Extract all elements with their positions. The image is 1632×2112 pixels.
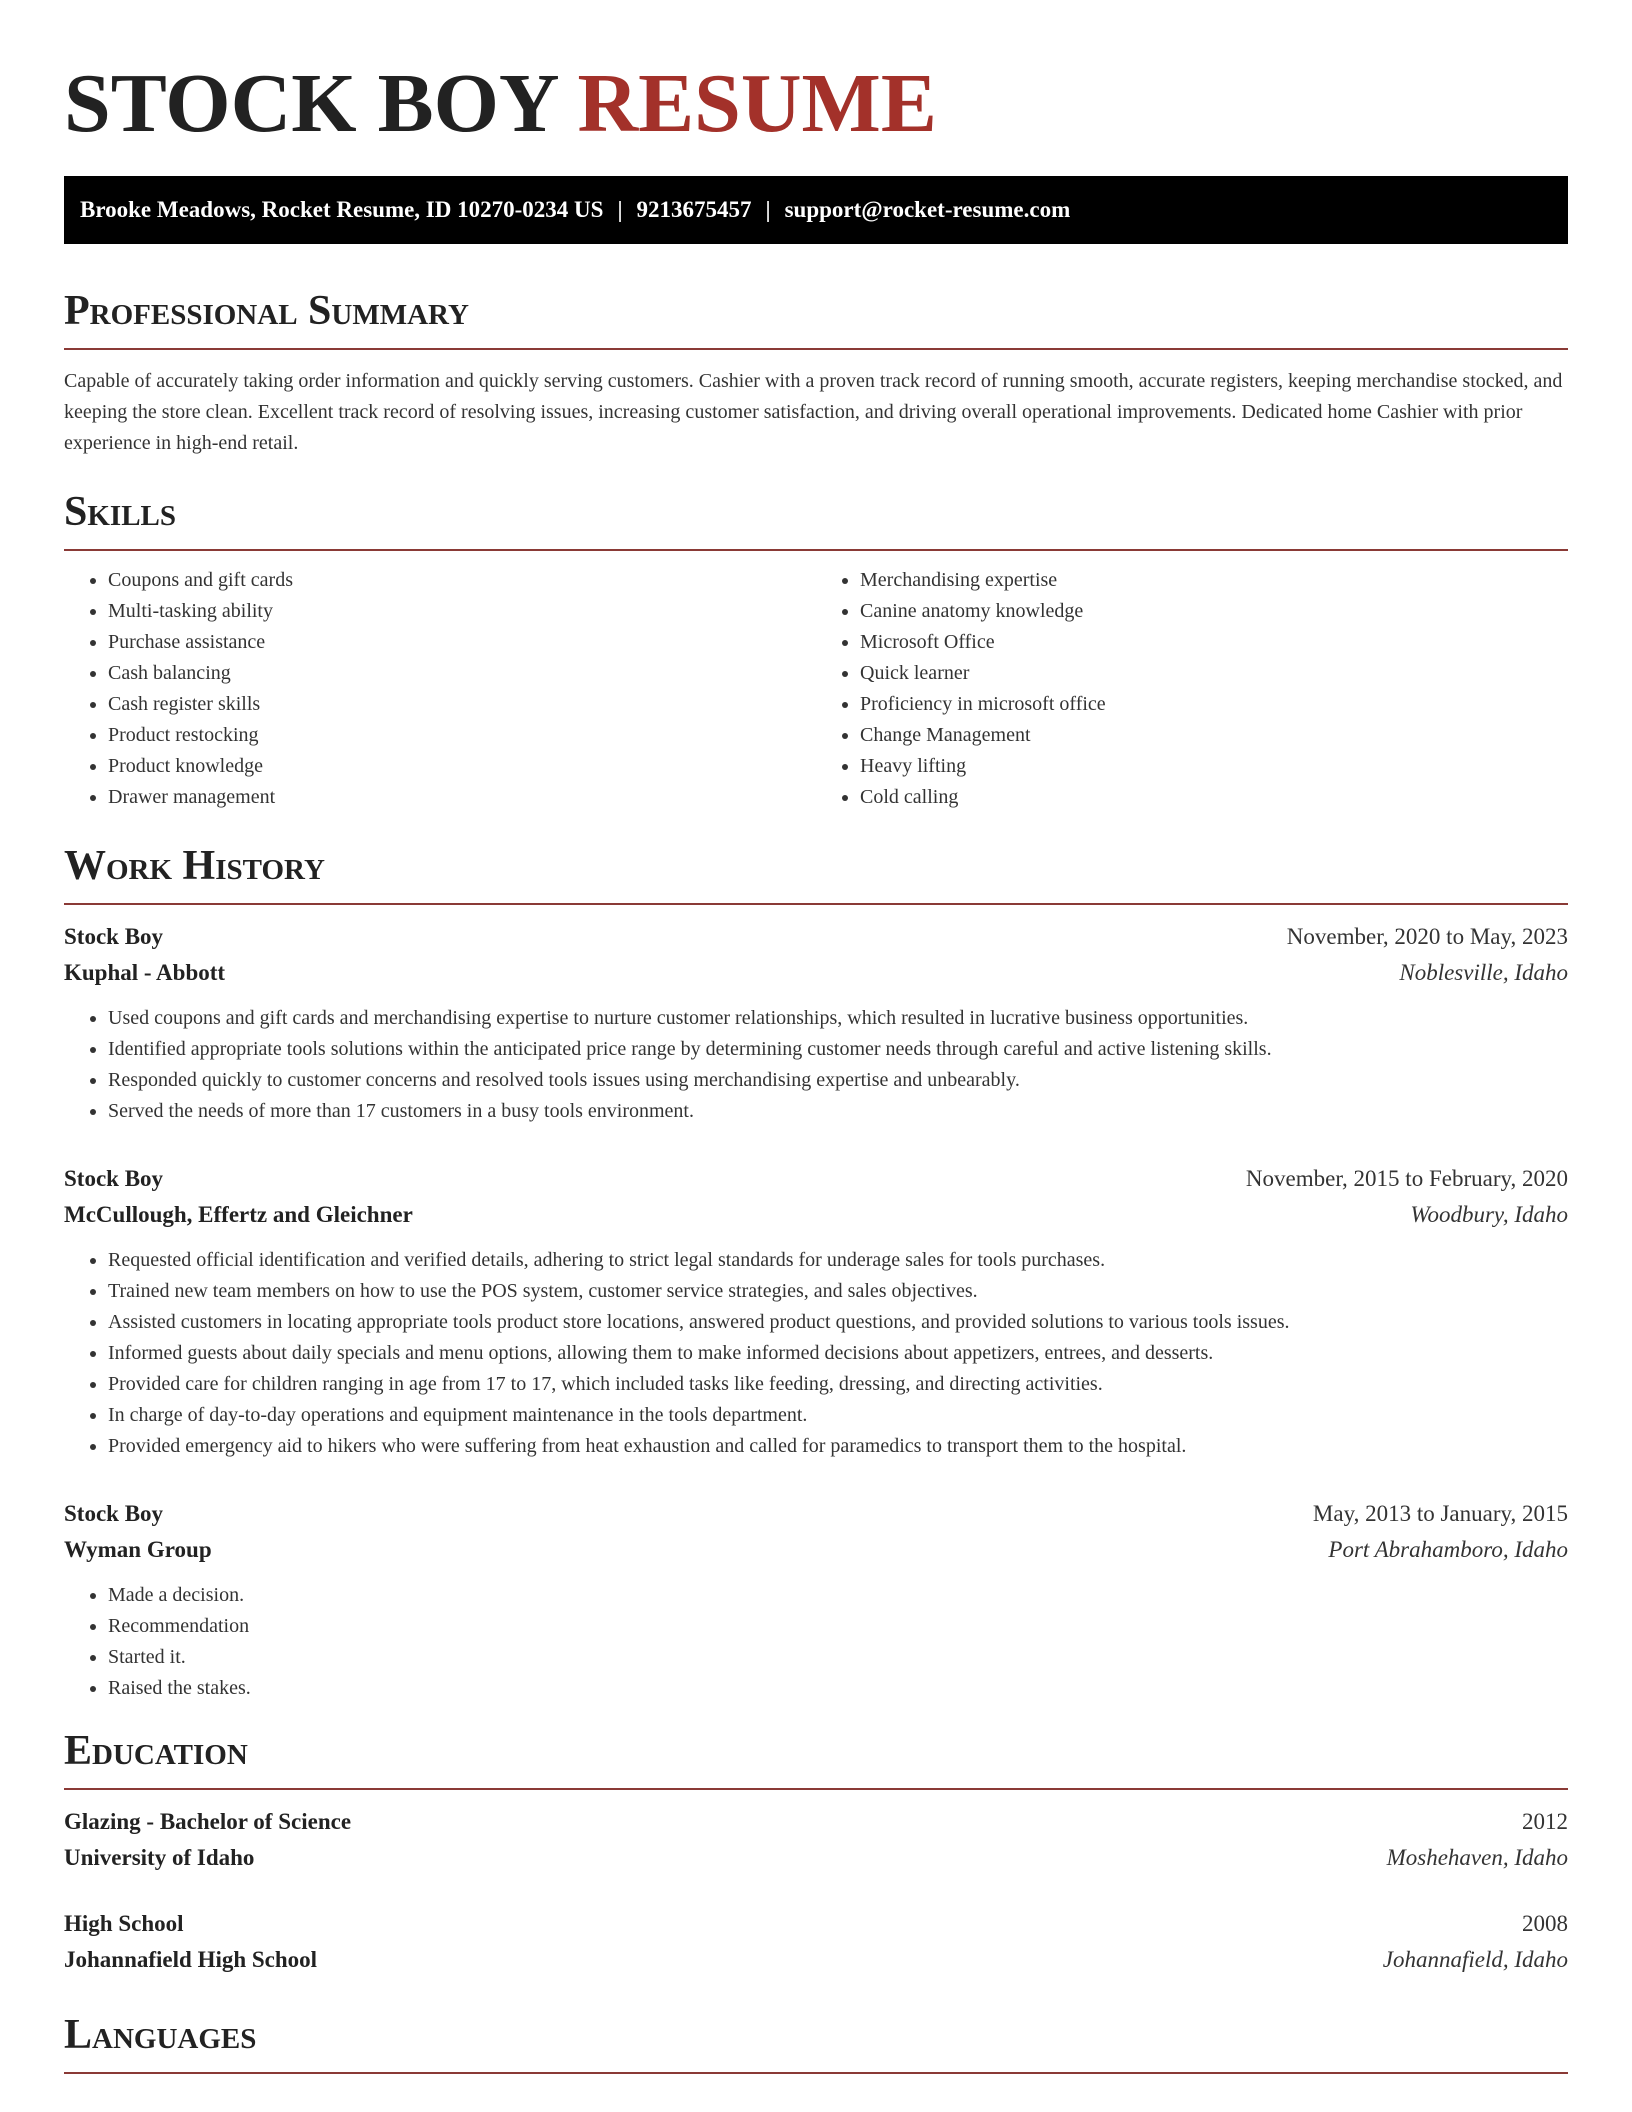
job-company-row (64, 955, 1568, 991)
skill-item: • Cash balancing (108, 658, 816, 689)
job-dates: November, 2015 to February, 2020 (1245, 1166, 1568, 1191)
contact-email: support@rocket-resume.com (784, 197, 1071, 222)
education-entry (64, 1906, 1568, 1978)
job-duties (64, 1580, 1568, 1704)
duty-item: • Trained new team members on how to use the POS system, customer service strategies, and sales objectives. (108, 1276, 1568, 1307)
skill-item: • Merchandising expertise (860, 565, 1568, 596)
education-year: 2012 (1522, 1809, 1568, 1834)
skill-item: • Proficiency in microsoft office (860, 689, 1568, 720)
duty-item: • Requested official identification and verified details, adhering to strict legal standards for underage sales for tools purchases. (108, 1245, 1568, 1276)
education-school-row (64, 1942, 1568, 1978)
skill-item: • Cash register skills (108, 689, 816, 720)
job-title-row (64, 1496, 1568, 1532)
education-location: Johannafield, Idaho (1382, 1947, 1568, 1972)
duty-item: • Started it. (108, 1642, 1568, 1673)
contact-phone: 9213675457 (636, 197, 752, 222)
skills-column-left (64, 565, 816, 813)
education-degree-row (64, 1906, 1568, 1942)
duty-item: • Provided care for children ranging in age from 17 to 17, which included tasks like feeding, dressing, and directing activities. (108, 1369, 1568, 1400)
skill-item: • Quick learner (860, 658, 1568, 689)
contact-separator: | (617, 197, 623, 222)
skill-item: • Multi-tasking ability (108, 596, 816, 627)
job-title-row (64, 1161, 1568, 1197)
job-company-row (64, 1197, 1568, 1233)
job-title: Stock Boy (64, 924, 164, 949)
job-company-row (64, 1532, 1568, 1568)
skill-item: • Change Management (860, 720, 1568, 751)
work-history-heading: Work History (64, 841, 1568, 905)
education-degree: High School (64, 1911, 184, 1936)
skills-column-right (816, 565, 1568, 813)
job-duties (64, 1003, 1568, 1127)
duty-item: • Served the needs of more than 17 customers in a busy tools environment. (108, 1096, 1568, 1127)
contact-separator: | (765, 197, 771, 222)
duty-item: • Informed guests about daily specials and menu options, allowing them to make informed decisions about appetizers, entrees, and desserts. (108, 1338, 1568, 1369)
languages-heading: Languages (64, 2010, 1568, 2074)
education-location: Moshehaven, Idaho (1386, 1845, 1568, 1870)
title-accent: RESUME (577, 57, 937, 150)
job-entry (64, 1161, 1568, 1462)
job-title: Stock Boy (64, 1501, 164, 1526)
education-degree-row (64, 1804, 1568, 1840)
contact-bar (64, 176, 1568, 244)
skill-item: • Microsoft Office (860, 627, 1568, 658)
skills-heading: Skills (64, 487, 1568, 551)
resume-title (64, 0, 1568, 154)
skill-item: • Heavy lifting (860, 751, 1568, 782)
job-dates: May, 2013 to January, 2015 (1312, 1501, 1568, 1526)
job-dates: November, 2020 to May, 2023 (1286, 924, 1568, 949)
skill-item: • Cold calling (860, 782, 1568, 813)
education-school-row (64, 1840, 1568, 1876)
education-entry (64, 1804, 1568, 1876)
title-main: STOCK BOY (64, 57, 557, 150)
duty-item: • Assisted customers in locating appropriate tools product store locations, answered product questions, and provided solutions to various tools issues. (108, 1307, 1568, 1338)
education-year: 2008 (1522, 1911, 1568, 1936)
job-location: Noblesville, Idaho (1399, 960, 1568, 985)
job-location: Woodbury, Idaho (1410, 1202, 1568, 1227)
skill-item: • Canine anatomy knowledge (860, 596, 1568, 627)
skill-item: • Purchase assistance (108, 627, 816, 658)
skill-item: • Drawer management (108, 782, 816, 813)
duty-item: • Used coupons and gift cards and merchandising expertise to nurture customer relationships, which resulted in lucrative business opportunities. (108, 1003, 1568, 1034)
skill-item: • Coupons and gift cards (108, 565, 816, 596)
job-company: Wyman Group (64, 1537, 212, 1562)
skills-list (64, 565, 1568, 813)
duty-item: • Made a decision. (108, 1580, 1568, 1611)
education-degree: Glazing - Bachelor of Science (64, 1809, 352, 1834)
duty-item: • Provided emergency aid to hikers who were suffering from heat exhaustion and called for paramedics to transport them to the hospital. (108, 1431, 1568, 1462)
duty-item: • Responded quickly to customer concerns and resolved tools issues using merchandising expertise and unbearably. (108, 1065, 1568, 1096)
job-title-row (64, 919, 1568, 955)
job-entry (64, 1496, 1568, 1704)
job-duties (64, 1245, 1568, 1462)
duty-item: • Recommendation (108, 1611, 1568, 1642)
contact-address: Brooke Meadows, Rocket Resume, ID 10270-0234 US (80, 197, 604, 222)
job-company: McCullough, Effertz and Gleichner (64, 1202, 413, 1227)
education-heading: Education (64, 1726, 1568, 1790)
job-location: Port Abrahamboro, Idaho (1328, 1537, 1568, 1562)
duty-item: • Identified appropriate tools solutions within the anticipated price range by determining customer needs through careful and active listening skills. (108, 1034, 1568, 1065)
summary-heading: Professional Summary (64, 286, 1568, 350)
job-company: Kuphal - Abbott (64, 960, 226, 985)
skill-item: • Product knowledge (108, 751, 816, 782)
duty-item: • Raised the stakes. (108, 1673, 1568, 1704)
duty-item: • In charge of day-to-day operations and equipment maintenance in the tools department. (108, 1400, 1568, 1431)
job-title: Stock Boy (64, 1166, 164, 1191)
education-school: Johannafield High School (64, 1947, 318, 1972)
summary-text: Capable of accurately taking order information and quickly serving customers. Cashier with a proven track record of running smooth, accurate registers, keeping merchandise stocked, and keeping the store clean. Excellent track record of resolving issues, increasing customer satisfaction, and driving overall operational improvements. Dedicated home Cashier with prior experience in high-end retail. (64, 370, 1563, 454)
job-entry (64, 919, 1568, 1127)
education-school: University of Idaho (64, 1845, 255, 1870)
skill-item: • Product restocking (108, 720, 816, 751)
